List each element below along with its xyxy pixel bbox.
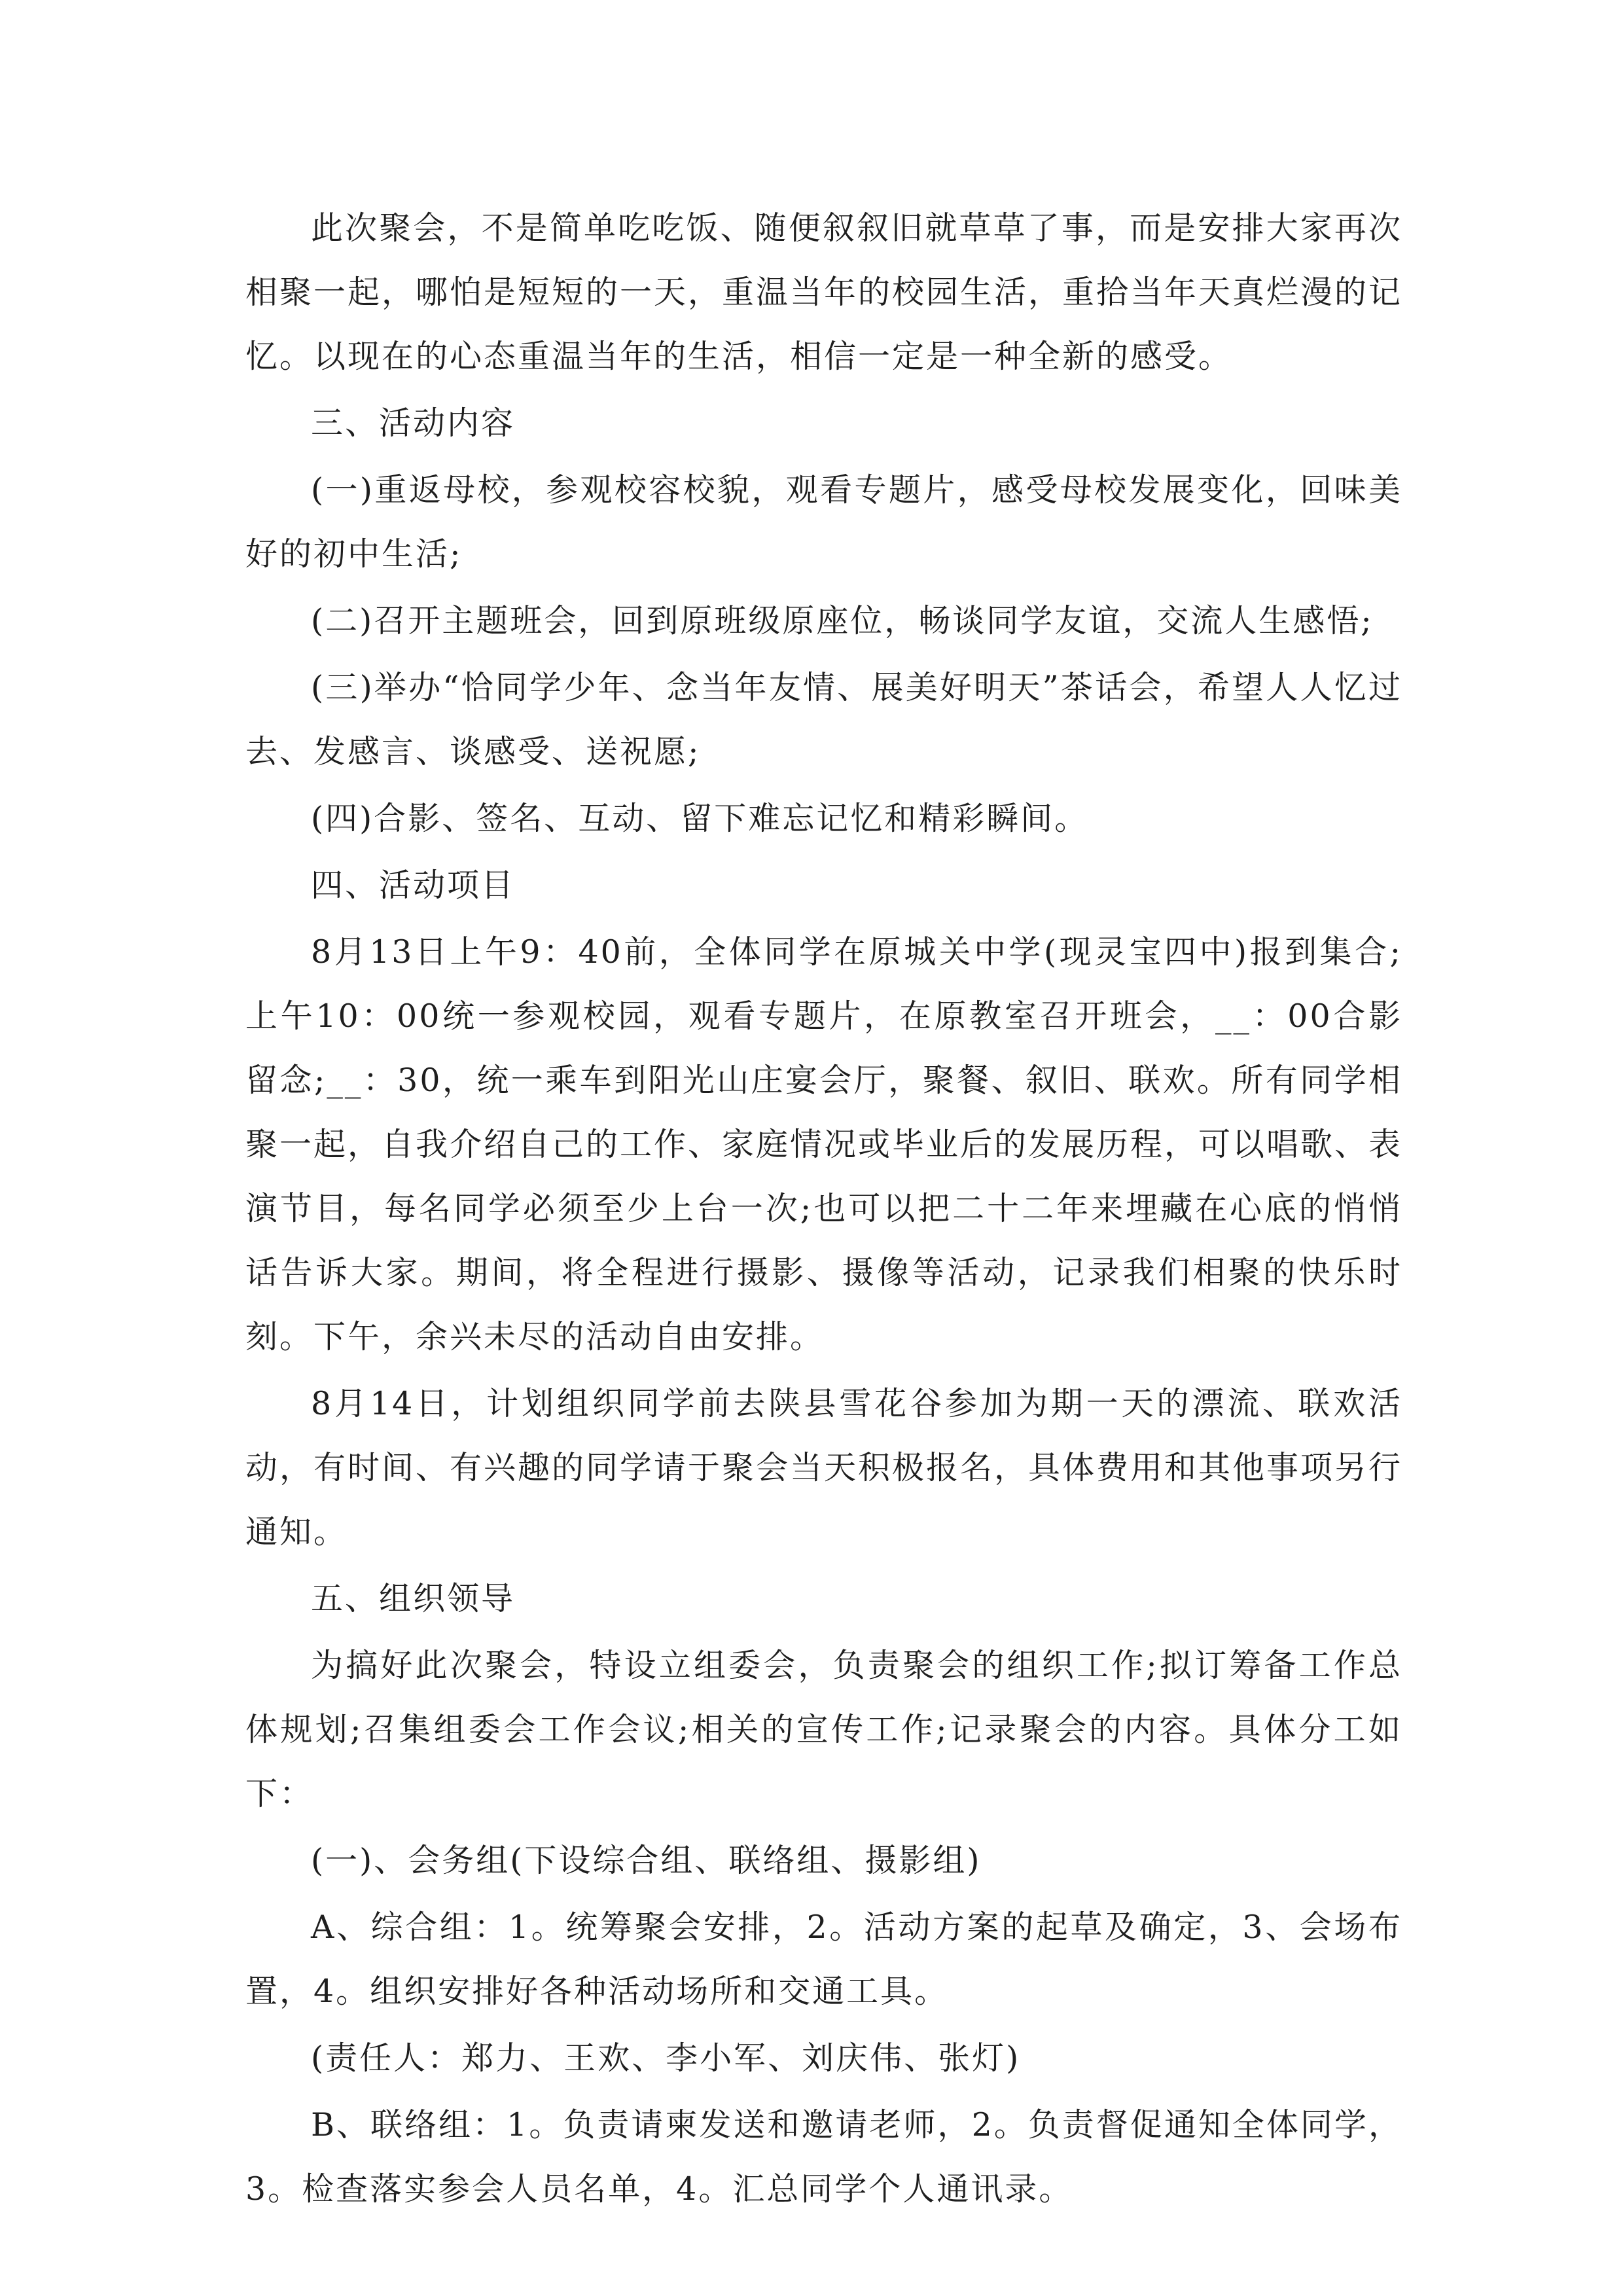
list-item-content-3: (三)举办“恰同学少年、念当年友情、展美好明天”茶话会，希望人人忆过去、发感言、谈感受、送祝愿; xyxy=(245,669,1402,770)
list-item-content-4: (四)合影、签名、互动、留下难忘记忆和精彩瞬间。 xyxy=(311,800,1089,837)
section-heading-organization: 五、组织领导 xyxy=(311,1580,516,1617)
document-body xyxy=(245,196,1402,2224)
paragraph-liaison-group: B、联络组：1。负责请柬发送和邀请老师，2。负责督促通知全体同学，3。检查落实参会人员名单，4。汇总同学个人通讯录。 xyxy=(245,2106,1402,2208)
section-heading-activity-items: 四、活动项目 xyxy=(311,867,516,904)
paragraph-organizing-committee: 为搞好此次聚会，特设立组委会，负责聚会的组织工作;拟订筹备工作总体规划;召集组委会工作会议;相关的宣传工作;记录聚会的内容。具体分工如下： xyxy=(245,1647,1402,1812)
paragraph-gathering-purpose: 此次聚会，不是简单吃吃饭、随便叙叙旧就草草了事，而是安排大家再次相聚一起，哪怕是短短的一天，重温当年的校园生活，重拾当年天真烂漫的记忆。以现在的心态重温当年的生活，相信一定是一种全新的感受。 xyxy=(245,209,1403,375)
list-item-content-1: (一)重返母校，参观校容校貌，观看专题片，感受母校发展变化，回味美好的初中生活; xyxy=(245,471,1402,573)
paragraph-responsible-people: (责任人：郑力、王欢、李小军、刘庆伟、张灯) xyxy=(311,2039,1021,2077)
list-item-content-2: (二)召开主题班会，回到原班级原座位，畅谈同学友谊，交流人生感悟; xyxy=(311,602,1374,639)
paragraph-august-13-schedule: 8月13日上午9：40前，全体同学在原城关中学(现灵宝四中)报到集合;上午10：00统一参观校园，观看专题片，在原教室召开班会，__：00合影留念;__：30，统一乘车到阳光山庄宴会厅，聚餐、叙旧、联欢。所有同学相聚一起，自我介绍自己的工作、家庭情况或毕业后的发展历程，可以唱歌、表演节目，每名同学必须至少上台一次;也可以把二十二年来埋藏在心底的悄悄话告诉大家。期间，将全程进行摄影、摄像等活动，记录我们相聚的快乐时刻。下午，余兴未尽的活动自由安排。 xyxy=(245,933,1403,1355)
paragraph-general-group: A、综合组：1。统筹聚会安排，2。活动方案的起草及确定，3、会场布置，4。组织安排好各种活动场所和交通工具。 xyxy=(245,1909,1402,2010)
paragraph-august-14-schedule: 8月14日，计划组织同学前去陕县雪花谷参加为期一天的漂流、联欢活动，有时间、有兴趣的同学请于聚会当天积极报名，具体费用和其他事项另行通知。 xyxy=(245,1385,1403,1551)
subheading-conference-group: (一)、会务组(下设综合组、联络组、摄影组) xyxy=(311,1842,982,1879)
section-heading-activity-content: 三、活动内容 xyxy=(311,404,516,442)
